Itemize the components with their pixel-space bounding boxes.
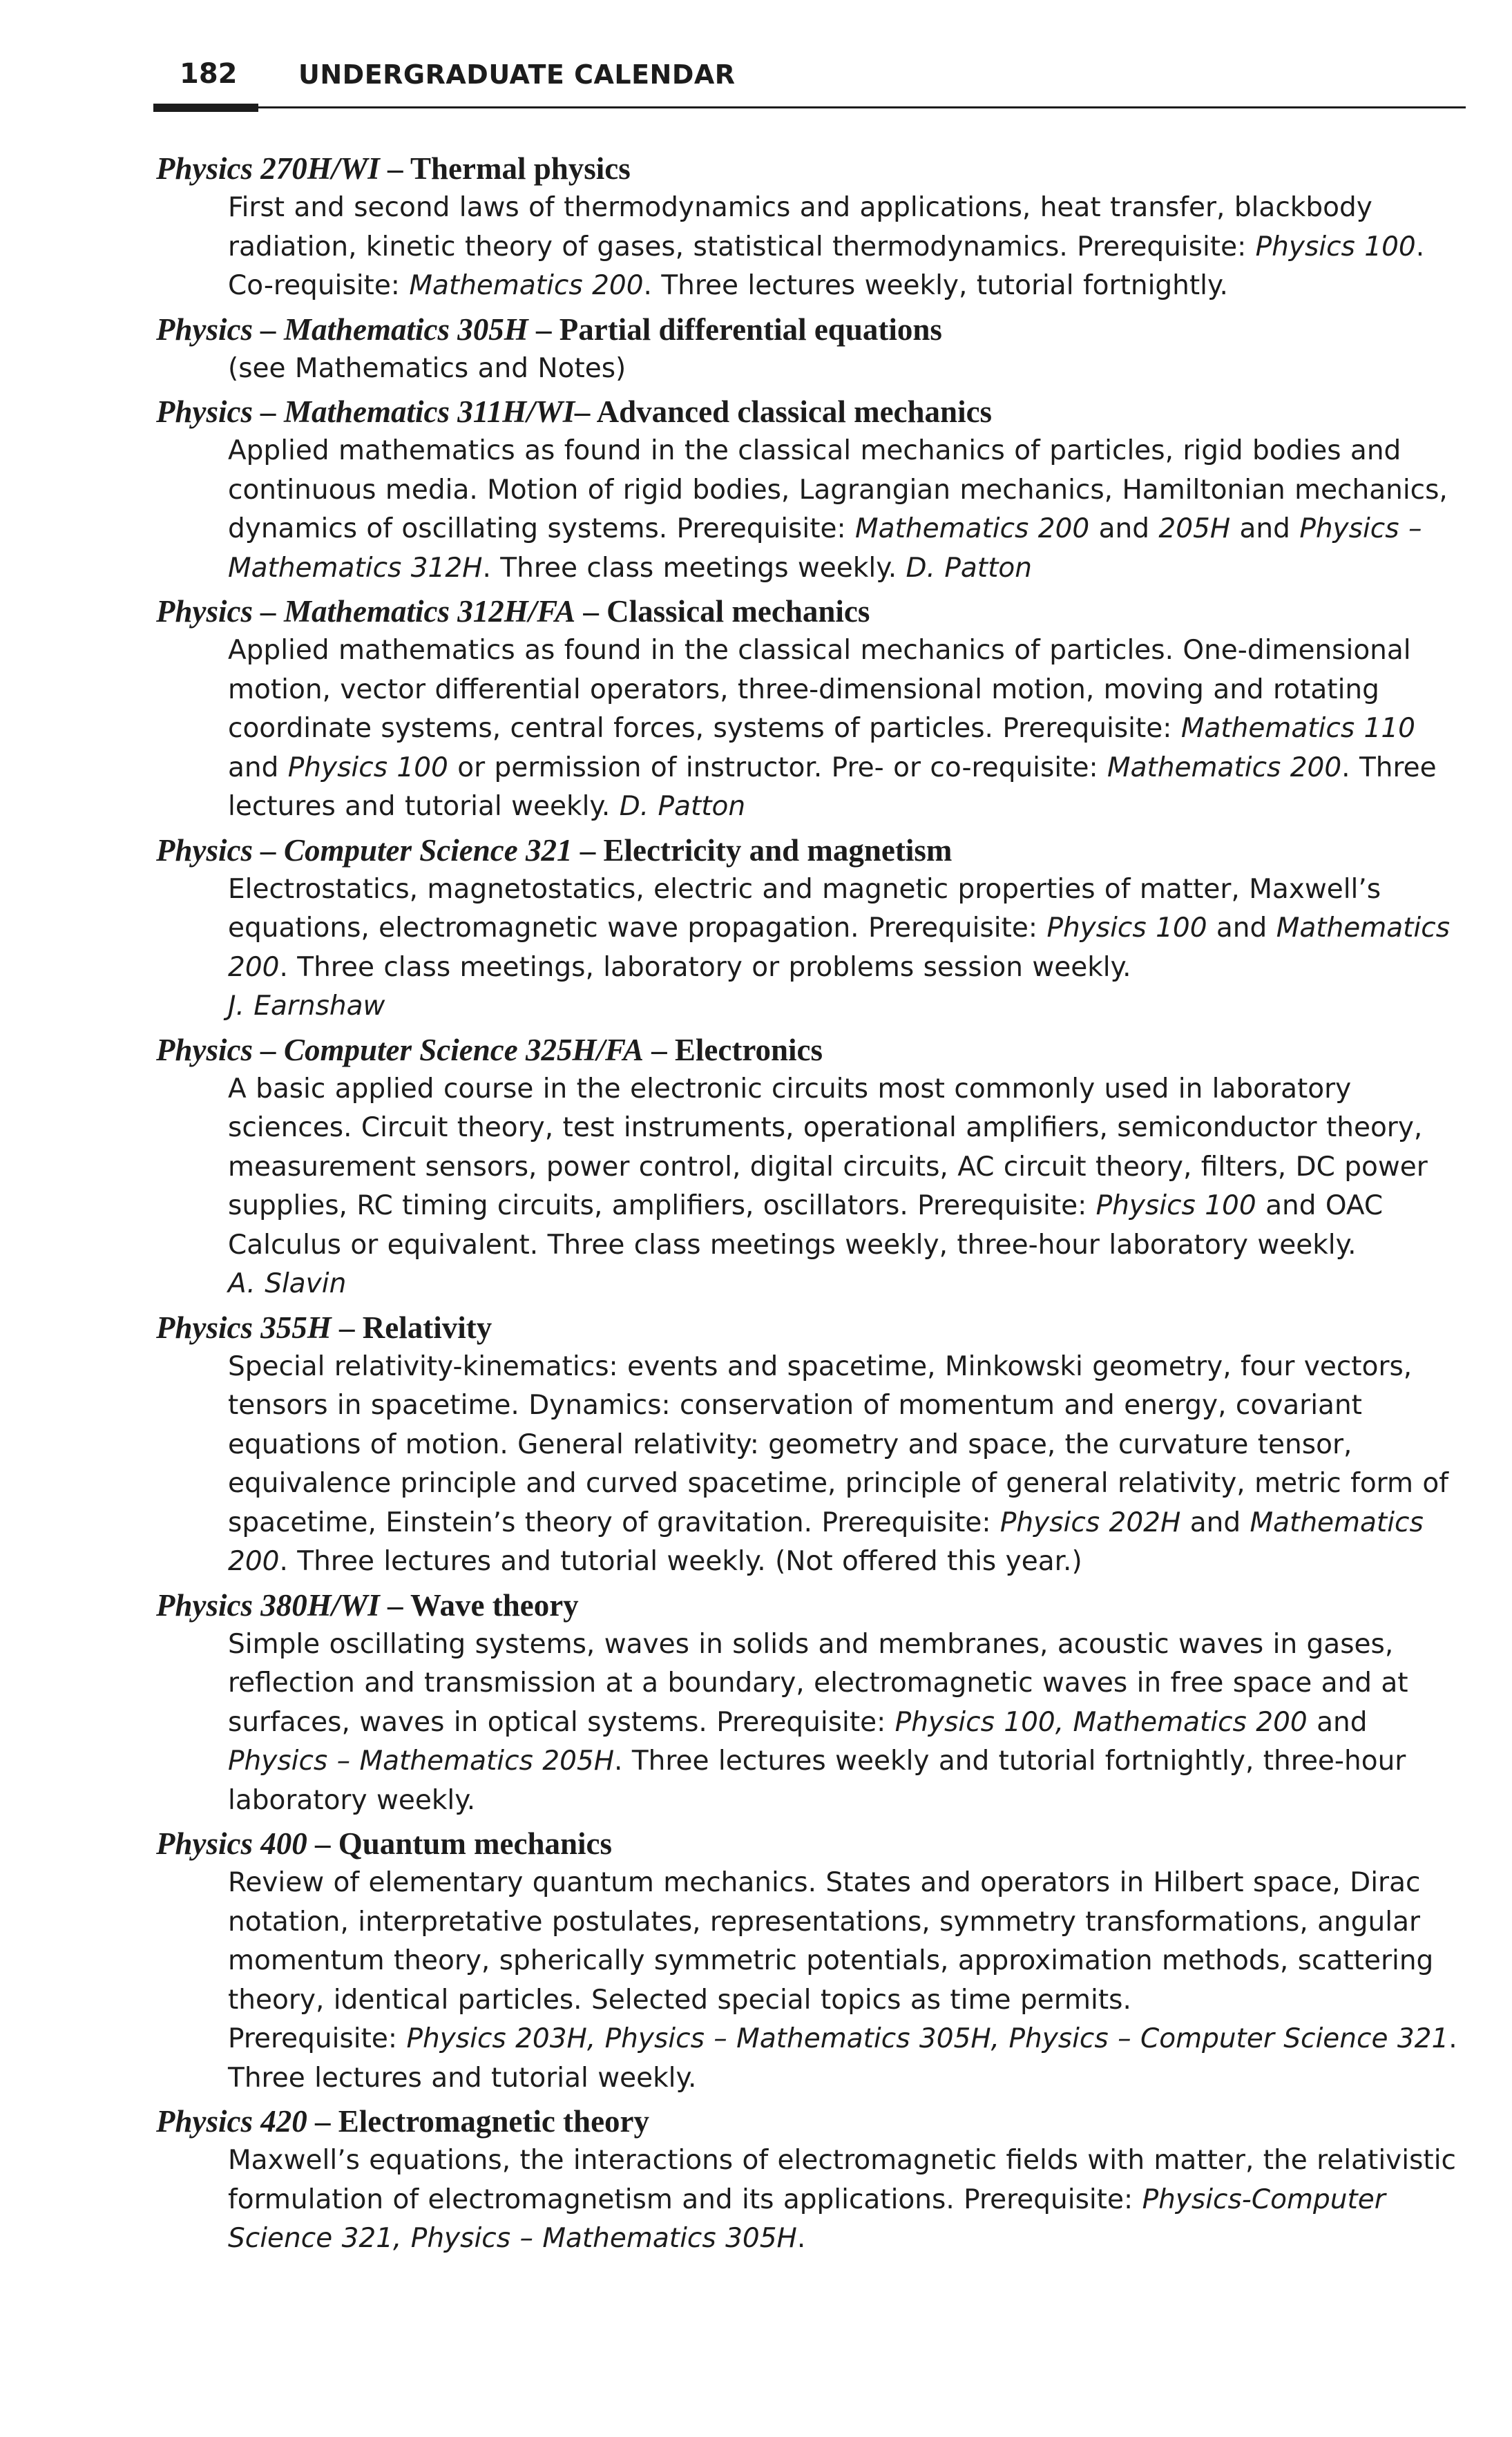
- course-separator: –: [643, 1032, 675, 1067]
- course-description: Applied mathematics as found in the classical mechanics of particles, rigid bodies and continuous media. Motion of rigid bodies, Lagrangian mechanics, Hamiltonian mechanics, dynamics of oscillating systems. Prerequisite: Mathematics 200 and 205H and Physics – Mathematics 312H. Three class meetings weekly. D. Patton: [228, 435, 1448, 584]
- course-code: Physics 420: [156, 2104, 307, 2139]
- course-separator: –: [528, 312, 559, 347]
- page-number: 182: [180, 58, 238, 90]
- course-heading: [156, 831, 1464, 870]
- course-separator: –: [379, 151, 410, 186]
- course-code: Physics 400: [156, 1826, 307, 1861]
- course-description: First and second laws of thermodynamics and applications, heat transfer, blackbody radiation, kinetic theory of gases, statistical thermodynamics. Prerequisite: Physics 100. Co-requisite: Mathematics 200. Three lectures weekly, tutorial fortnightly.: [228, 192, 1425, 301]
- course-list: [156, 149, 1464, 2263]
- course-heading: [156, 392, 1464, 432]
- course-separator: –: [379, 1587, 410, 1623]
- course-heading: [156, 149, 1464, 189]
- course-description: (see Mathematics and Notes): [228, 352, 626, 384]
- course-heading: [156, 310, 1464, 350]
- course-code: Physics – Computer Science 321: [156, 832, 573, 868]
- course-title: Advanced classical mechanics: [596, 394, 993, 429]
- course-separator: –: [572, 832, 604, 868]
- course-title: Electricity and magnetism: [603, 832, 953, 868]
- course-separator: [591, 394, 597, 429]
- course-code: Physics 355H: [156, 1310, 332, 1345]
- course-heading: [156, 1031, 1464, 1070]
- course-description: Electrostatics, magnetostatics, electric and magnetic properties of matter, Maxwell’s equations, electromagnetic wave propagation. Prerequisite: Physics 100 and Mathematics 200. Three class meetings, laboratory or problems session weekly. J. Earnshaw: [228, 873, 1451, 1022]
- course-heading: [156, 592, 1464, 631]
- course-separator: –: [575, 594, 607, 629]
- header-rule-thick: [153, 104, 258, 112]
- course-title: Quantum mechanics: [338, 1826, 613, 1861]
- course-code: Physics – Mathematics 305H: [156, 312, 528, 347]
- course-heading: [156, 2102, 1464, 2141]
- course-separator: –: [331, 1310, 363, 1345]
- course-title: Classical mechanics: [606, 594, 870, 629]
- course-code: Physics – Computer Science 325H/FA: [156, 1032, 644, 1067]
- course-entry: [156, 392, 1464, 588]
- course-separator: –: [307, 2104, 338, 2139]
- course-title: Electronics: [674, 1032, 823, 1067]
- course-description: Applied mathematics as found in the classical mechanics of particles. One-dimensional motion, vector differential operators, three-dimensional motion, moving and rotating coordinate systems, central forces, systems of particles. Prerequisite: Mathematics 110 and Physics 100 or permission of instructor. Pre- or co-requisite: Mathematics 200. Three lectures and tutorial weekly. D. Patton: [228, 635, 1437, 822]
- course-entry: [156, 831, 1464, 1026]
- course-code: Physics 380H/WI: [156, 1587, 380, 1623]
- course-heading: [156, 1308, 1464, 1348]
- course-entry: [156, 1031, 1464, 1304]
- course-title: Relativity: [362, 1310, 492, 1345]
- course-code: Physics 270H/WI: [156, 151, 380, 186]
- course-entry: [156, 1824, 1464, 2098]
- course-entry: [156, 310, 1464, 389]
- course-description: A basic applied course in the electronic circuits most commonly used in laboratory sciences. Circuit theory, test instruments, operational amplifiers, semiconductor theory, measurement sensors, power control, digital circuits, AC circuit theory, filters, DC power supplies, RC timing circuits, amplifiers, oscillators. Prerequisite: Physics 100 and OAC Calculus or equivalent. Three class meetings weekly, three-hour laboratory weekly. A. Slavin: [228, 1073, 1428, 1299]
- course-title: Electromagnetic theory: [338, 2104, 650, 2139]
- course-code: Physics – Mathematics 312H/FA: [156, 594, 576, 629]
- course-title: Partial differential equations: [559, 312, 942, 347]
- course-separator: –: [307, 1826, 338, 1861]
- course-description: Special relativity-kinematics: events and spacetime, Minkowski geometry, four vectors, tensors in spacetime. Dynamics: conservation of momentum and energy, covariant equations of motion. General relativity: geometry and space, the curvature tensor, equivalence principle and curved spacetime, principle of general relativity, metric form of spacetime, Einstein’s theory of gravitation. Prerequisite: Physics 202H and Mathematics 200. Three lectures and tutorial weekly. (Not offered this year.): [228, 1350, 1449, 1577]
- course-title: Wave theory: [410, 1587, 579, 1623]
- course-entry: [156, 592, 1464, 827]
- course-heading: [156, 1824, 1464, 1864]
- course-entry: [156, 2102, 1464, 2259]
- course-entry: [156, 149, 1464, 306]
- course-title: Thermal physics: [410, 151, 631, 186]
- course-entry: [156, 1308, 1464, 1582]
- course-description: Maxwell’s equations, the interactions of electromagnetic fields with matter, the relativistic formulation of electromagnetism and its applications. Prerequisite: Physics-Computer Science 321, Physics – Mathematics 305H.: [228, 2145, 1456, 2254]
- course-description: Review of elementary quantum mechanics. States and operators in Hilbert space, Dirac notation, interpretative postulates, representations, symmetry transformations, angular momentum theory, spherically symmetric potentials, approximation methods, scattering theory, identical particles. Selected special topics as time permits. Prerequisite: Physics 203H, Physics – Mathematics 305H, Physics – Computer Science 321. Three lectures and tutorial weekly.: [228, 1867, 1457, 2094]
- course-entry: [156, 1586, 1464, 1821]
- course-code: Physics – Mathematics 311H/WI–: [156, 394, 591, 429]
- running-title: UNDERGRADUATE CALENDAR: [298, 59, 736, 90]
- course-heading: [156, 1586, 1464, 1625]
- page-header: [153, 55, 1466, 111]
- header-rule: [258, 106, 1466, 108]
- course-description: Simple oscillating systems, waves in solids and membranes, acoustic waves in gases, reflection and transmission at a boundary, electromagnetic waves in free space and at surfaces, waves in optical systems. Prerequisite: Physics 100, Mathematics 200 and Physics – Mathematics 205H. Three lectures weekly and tutorial fortnightly, three-hour laboratory weekly.: [228, 1628, 1408, 1816]
